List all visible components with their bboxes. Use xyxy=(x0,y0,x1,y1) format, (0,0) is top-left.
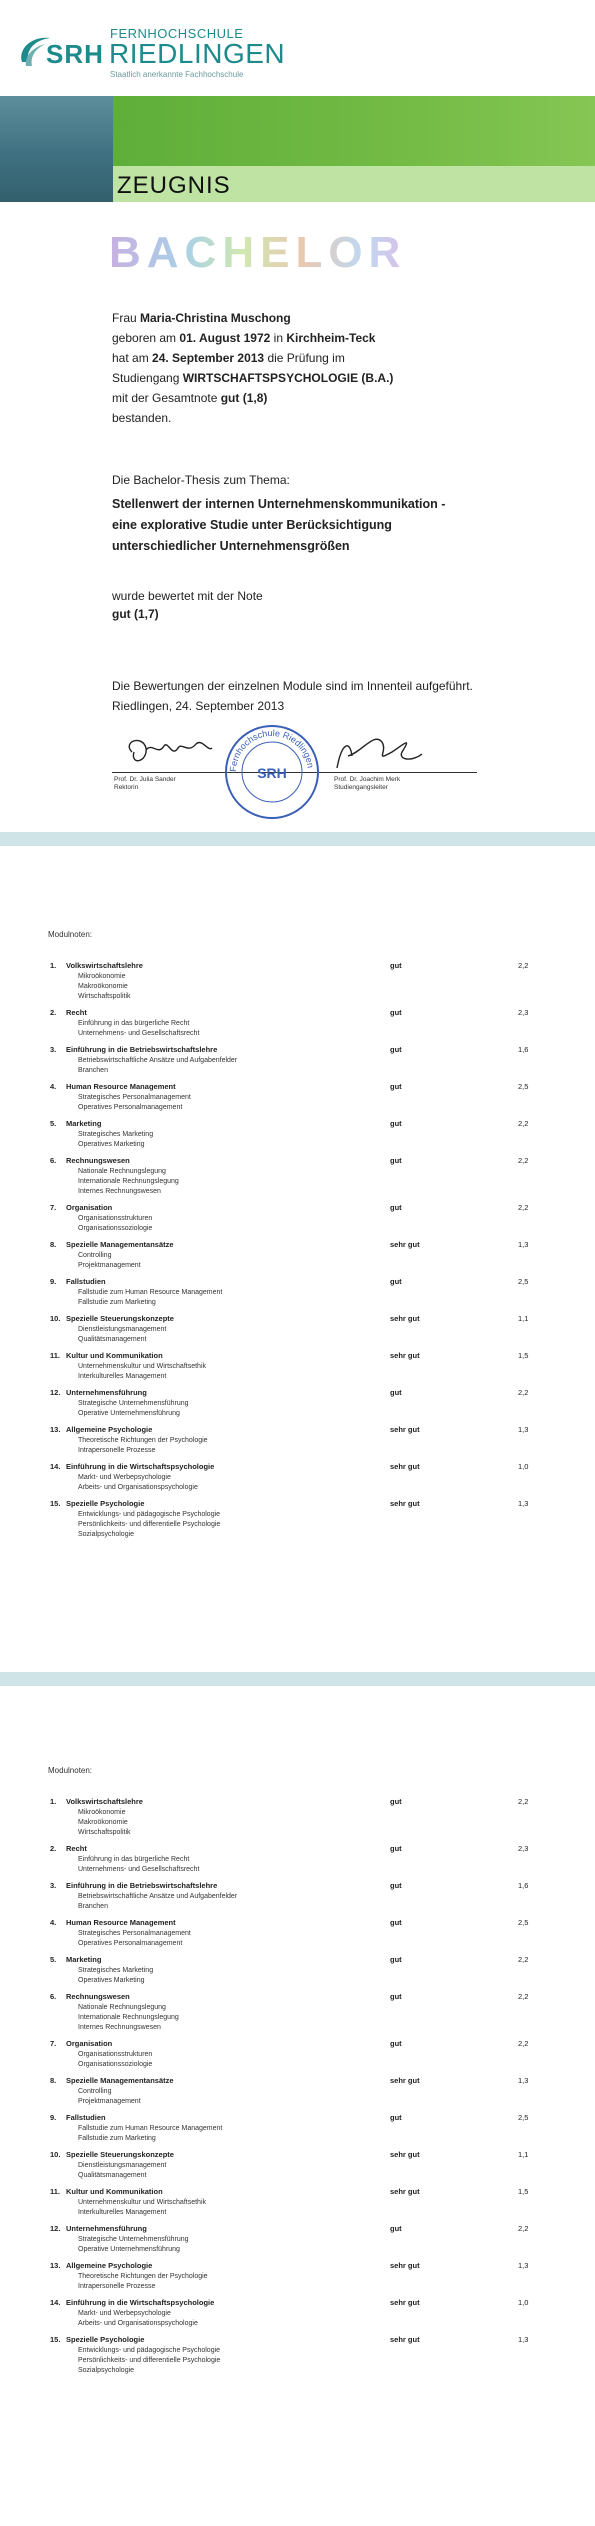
birth-date: 01. August 1972 xyxy=(179,331,271,345)
module-list xyxy=(50,961,550,1546)
module-title: Unternehmensführung xyxy=(66,2224,147,2233)
module-grade: sehr gut xyxy=(390,2187,420,2196)
module-title: Spezielle Managementansätze xyxy=(66,1240,174,1249)
module-subject: Controlling xyxy=(78,1252,112,1259)
module-subject: Fallstudie zum Marketing xyxy=(78,2135,156,2142)
exam-suffix: die Prüfung im xyxy=(264,351,345,365)
module-grade: sehr gut xyxy=(390,2076,420,2085)
module-title: Marketing xyxy=(66,1955,102,1964)
recipient-line xyxy=(112,308,552,328)
module-grade: gut xyxy=(390,1797,402,1806)
signature-2-role: Studiengangsleiter xyxy=(334,784,388,791)
module-row xyxy=(50,2150,550,2181)
module-subject: Fallstudie zum Human Resource Management xyxy=(78,2125,223,2132)
module-number: 15. xyxy=(50,1499,61,1508)
module-score: 2,5 xyxy=(518,1082,529,1091)
module-subject: Internationale Rechnungslegung xyxy=(78,1178,179,1185)
module-score: 2,2 xyxy=(518,1797,529,1806)
module-subject: Projektmanagement xyxy=(78,1262,141,1269)
module-row xyxy=(50,1844,550,1875)
module-subject: Strategisches Marketing xyxy=(78,1967,154,1974)
thesis-grade: gut (1,7) xyxy=(112,607,159,621)
module-subject: Fallstudie zum Marketing xyxy=(78,1299,156,1306)
thesis-rated: wurde bewertet mit der Note xyxy=(112,589,263,603)
signature-1-name: Prof. Dr. Julia Sander xyxy=(114,776,176,783)
module-score: 2,3 xyxy=(518,1844,529,1853)
thesis-title-line: unterschiedlicher Unternehmensgrößen xyxy=(112,539,350,553)
module-number: 10. xyxy=(50,2150,61,2159)
module-row xyxy=(50,1240,550,1271)
modules-note: Die Bewertungen der einzelnen Module sind im Innenteil aufgeführt. xyxy=(112,679,473,693)
module-title: Volkswirtschaftslehre xyxy=(66,1797,143,1806)
birth-line xyxy=(112,328,552,348)
program-prefix: Studiengang xyxy=(112,371,183,385)
module-title: Marketing xyxy=(66,1119,102,1128)
module-score: 2,2 xyxy=(518,1992,529,2001)
module-row xyxy=(50,1203,550,1234)
module-title: Kultur und Kommunikation xyxy=(66,2187,163,2196)
module-subject: Makroökonomie xyxy=(78,983,128,990)
module-number: 10. xyxy=(50,1314,61,1323)
module-title: Kultur und Kommunikation xyxy=(66,1351,163,1360)
module-row xyxy=(50,2187,550,2218)
module-row xyxy=(50,1388,550,1419)
module-subject: Strategisches Personalmanagement xyxy=(78,1094,191,1101)
module-number: 6. xyxy=(50,1992,57,2001)
module-subject: Strategisches Personalmanagement xyxy=(78,1930,191,1937)
module-number: 11. xyxy=(50,2187,61,2196)
module-list xyxy=(50,1797,550,2382)
module-score: 1,1 xyxy=(518,2150,529,2159)
module-subject: Einführung in das bürgerliche Recht xyxy=(78,1020,190,1027)
module-subject: Strategische Unternehmensführung xyxy=(78,2236,189,2243)
module-subject: Projektmanagement xyxy=(78,2098,141,2105)
module-grade: gut xyxy=(390,1203,402,1212)
module-grade: gut xyxy=(390,1277,402,1286)
birth-place: Kirchheim-Teck xyxy=(286,331,376,345)
modules-heading: Modulnoten: xyxy=(48,930,93,939)
module-subject: Qualitätsmanagement xyxy=(78,2172,147,2179)
module-score: 2,5 xyxy=(518,1277,529,1286)
module-row xyxy=(50,2113,550,2144)
module-title: Human Resource Management xyxy=(66,1082,176,1091)
module-score: 2,2 xyxy=(518,2224,529,2233)
exam-line xyxy=(112,348,552,368)
module-subject: Unternehmens- und Gesellschaftsrecht xyxy=(78,1866,200,1873)
color-band-blue xyxy=(0,96,113,202)
module-subject: Sozialpsychologie xyxy=(78,2367,135,2374)
module-number: 2. xyxy=(50,1844,57,1853)
module-score: 1,3 xyxy=(518,2261,529,2270)
module-number: 4. xyxy=(50,1082,57,1091)
module-subject: Interkulturelles Management xyxy=(78,2209,167,2216)
seal-brand: SRH xyxy=(257,765,287,781)
signature-2-name: Prof. Dr. Joachim Merk xyxy=(334,776,401,783)
module-subject: Operative Unternehmensführung xyxy=(78,1410,180,1417)
module-score: 2,3 xyxy=(518,1008,529,1017)
module-grade: sehr gut xyxy=(390,1240,420,1249)
module-subject: Unternehmenskultur und Wirtschaftsethik xyxy=(78,2199,206,2206)
module-row xyxy=(50,2224,550,2255)
birth-prefix: geboren am xyxy=(112,331,180,345)
module-subject: Arbeits- und Organisationspsychologie xyxy=(78,1484,198,1491)
module-title: Recht xyxy=(66,1844,87,1853)
module-row xyxy=(50,1082,550,1113)
module-row xyxy=(50,1462,550,1493)
module-subject: Operatives Marketing xyxy=(78,1977,145,1984)
module-number: 1. xyxy=(50,1797,57,1806)
module-title: Human Resource Management xyxy=(66,1918,176,1927)
module-grade: sehr gut xyxy=(390,1499,420,1508)
module-subject: Makroökonomie xyxy=(78,1819,128,1826)
module-row xyxy=(50,2261,550,2292)
document-title: ZEUGNIS xyxy=(117,172,231,199)
module-subject: Theoretische Richtungen der Psychologie xyxy=(78,1437,208,1444)
module-subject: Mikroökonomie xyxy=(78,1809,126,1816)
program-name: WIRTSCHAFTSPSYCHOLOGIE (B.A.) xyxy=(182,371,394,385)
module-score: 1,3 xyxy=(518,1240,529,1249)
module-grade: gut xyxy=(390,1008,402,1017)
module-grade: gut xyxy=(390,2039,402,2048)
module-subject: Strategische Unternehmensführung xyxy=(78,1400,189,1407)
module-row xyxy=(50,1797,550,1838)
module-score: 1,3 xyxy=(518,2335,529,2344)
degree-title: BACHELOR xyxy=(109,228,407,277)
module-score: 1,5 xyxy=(518,1351,529,1360)
module-number: 14. xyxy=(50,2298,61,2307)
module-score: 1,0 xyxy=(518,1462,529,1471)
module-score: 2,5 xyxy=(518,2113,529,2122)
module-subject: Theoretische Richtungen der Psychologie xyxy=(78,2273,208,2280)
module-title: Organisation xyxy=(66,2039,113,2048)
module-score: 1,3 xyxy=(518,1499,529,1508)
module-subject: Betriebswirtschaftliche Ansätze und Aufgabenfelder xyxy=(78,1893,238,1900)
module-grade: gut xyxy=(390,1045,402,1054)
signature-1-label xyxy=(114,776,176,792)
module-subject: Intrapersonelle Prozesse xyxy=(78,2283,156,2290)
module-row xyxy=(50,1045,550,1076)
module-title: Einführung in die Betriebswirtschaftslehre xyxy=(66,1881,218,1890)
passed-line: bestanden. xyxy=(112,411,172,425)
module-number: 13. xyxy=(50,1425,61,1434)
module-grade: gut xyxy=(390,961,402,970)
module-row xyxy=(50,1881,550,1912)
module-number: 12. xyxy=(50,2224,61,2233)
module-row xyxy=(50,1955,550,1986)
module-subject: Entwicklungs- und pädagogische Psychologie xyxy=(78,2347,221,2354)
overall-grade: gut (1,8) xyxy=(220,391,268,405)
logo-tagline: Staatlich anerkannte Fachhochschule xyxy=(110,70,244,79)
module-number: 11. xyxy=(50,1351,61,1360)
module-subject: Organisationssoziologie xyxy=(78,1225,153,1232)
module-grade: gut xyxy=(390,1918,402,1927)
module-number: 15. xyxy=(50,2335,61,2344)
module-number: 8. xyxy=(50,1240,57,1249)
thesis-title-line: Stellenwert der internen Unternehmenskommunikation - xyxy=(112,497,446,511)
module-title: Recht xyxy=(66,1008,87,1017)
module-title: Allgemeine Psychologie xyxy=(66,1425,153,1434)
module-subject: Operatives Personalmanagement xyxy=(78,1104,183,1111)
module-row xyxy=(50,2298,550,2329)
module-score: 2,2 xyxy=(518,961,529,970)
module-subject: Organisationsstrukturen xyxy=(78,2051,153,2058)
birth-mid: in xyxy=(270,331,287,345)
module-subject: Markt- und Werbepsychologie xyxy=(78,2310,171,2317)
module-title: Unternehmensführung xyxy=(66,1388,147,1397)
logo-line2: RIEDLINGEN xyxy=(109,38,286,69)
module-grade: sehr gut xyxy=(390,2335,420,2344)
module-number: 7. xyxy=(50,1203,57,1212)
module-grade: gut xyxy=(390,2224,402,2233)
module-score: 1,3 xyxy=(518,1425,529,1434)
module-row xyxy=(50,961,550,1002)
thesis-title xyxy=(112,494,552,557)
srh-logo xyxy=(16,24,316,84)
certificate-page xyxy=(0,0,595,832)
module-grade: sehr gut xyxy=(390,2150,420,2159)
modules-heading: Modulnoten: xyxy=(48,1766,93,1775)
logo-brand: SRH xyxy=(46,39,104,69)
module-subject: Organisationssoziologie xyxy=(78,2061,153,2068)
module-subject: Persönlichkeits- und differentielle Psychologie xyxy=(78,1521,221,1528)
module-subject: Einführung in das bürgerliche Recht xyxy=(78,1856,190,1863)
module-subject: Strategisches Marketing xyxy=(78,1131,154,1138)
exam-prefix: hat am xyxy=(112,351,153,365)
module-score: 2,2 xyxy=(518,1955,529,1964)
seal-text: Fernhochschule Riedlingen xyxy=(227,727,316,773)
module-subject: Unternehmens- und Gesellschaftsrecht xyxy=(78,1030,200,1037)
module-number: 8. xyxy=(50,2076,57,2085)
module-row xyxy=(50,1277,550,1308)
grade-line xyxy=(112,388,552,408)
module-score: 1,6 xyxy=(518,1045,529,1054)
module-grades-page xyxy=(0,846,595,1672)
module-number: 5. xyxy=(50,1955,57,1964)
module-title: Einführung in die Wirtschaftspsychologie xyxy=(66,2298,215,2307)
module-subject: Operatives Marketing xyxy=(78,1141,145,1148)
module-title: Organisation xyxy=(66,1203,113,1212)
module-subject: Internes Rechnungswesen xyxy=(78,2024,161,2031)
module-score: 1,3 xyxy=(518,2076,529,2085)
module-score: 1,0 xyxy=(518,2298,529,2307)
module-number: 4. xyxy=(50,1918,57,1927)
exam-date: 24. September 2013 xyxy=(152,351,265,365)
recipient-prefix: Frau xyxy=(112,311,141,325)
module-subject: Entwicklungs- und pädagogische Psychologie xyxy=(78,1511,221,1518)
thesis-intro: Die Bachelor-Thesis zum Thema: xyxy=(112,473,290,487)
module-number: 1. xyxy=(50,961,57,970)
module-subject: Intrapersonelle Prozesse xyxy=(78,1447,156,1454)
module-subject: Operatives Personalmanagement xyxy=(78,1940,183,1947)
module-number: 13. xyxy=(50,2261,61,2270)
module-grade: gut xyxy=(390,1119,402,1128)
logo-line1: FERNHOCHSCHULE xyxy=(110,26,244,41)
module-grade: gut xyxy=(390,1082,402,1091)
module-subject: Nationale Rechnungslegung xyxy=(78,1168,166,1175)
module-subject: Internes Rechnungswesen xyxy=(78,1188,161,1195)
module-title: Spezielle Psychologie xyxy=(66,1499,145,1508)
module-subject: Wirtschaftspolitik xyxy=(78,993,131,1000)
module-row xyxy=(50,1314,550,1345)
color-band-green xyxy=(113,96,595,166)
module-number: 12. xyxy=(50,1388,61,1397)
module-score: 2,2 xyxy=(518,1119,529,1128)
module-number: 7. xyxy=(50,2039,57,2048)
module-grade: gut xyxy=(390,2113,402,2122)
module-title: Einführung in die Wirtschaftspsychologie xyxy=(66,1462,215,1471)
module-grade: gut xyxy=(390,1156,402,1165)
module-row xyxy=(50,1119,550,1150)
signature-1-role: Rektorin xyxy=(114,784,139,791)
module-subject: Internationale Rechnungslegung xyxy=(78,2014,179,2021)
module-grades-page-copy xyxy=(0,1686,595,2526)
module-score: 2,5 xyxy=(518,1918,529,1927)
module-row xyxy=(50,1351,550,1382)
module-score: 1,1 xyxy=(518,1314,529,1323)
module-number: 9. xyxy=(50,1277,57,1286)
module-subject: Interkulturelles Management xyxy=(78,1373,167,1380)
module-title: Fallstudien xyxy=(66,1277,106,1286)
module-row xyxy=(50,1425,550,1456)
page-separator xyxy=(0,1672,595,1686)
module-subject: Fallstudie zum Human Resource Management xyxy=(78,1289,223,1296)
module-subject: Dienstleistungsmanagement xyxy=(78,2162,167,2169)
module-subject: Qualitätsmanagement xyxy=(78,1336,147,1343)
module-title: Spezielle Psychologie xyxy=(66,2335,145,2344)
grade-prefix: mit der Gesamtnote xyxy=(112,391,221,405)
module-subject: Nationale Rechnungslegung xyxy=(78,2004,166,2011)
recipient-name: Maria-Christina Muschong xyxy=(140,311,291,325)
module-title: Rechnungswesen xyxy=(66,1992,130,2001)
module-subject: Persönlichkeits- und differentielle Psychologie xyxy=(78,2357,221,2364)
module-subject: Branchen xyxy=(78,1067,108,1074)
module-score: 2,2 xyxy=(518,2039,529,2048)
module-row xyxy=(50,2039,550,2070)
module-row xyxy=(50,1992,550,2033)
module-score: 2,2 xyxy=(518,1203,529,1212)
module-row xyxy=(50,1008,550,1039)
module-subject: Unternehmenskultur und Wirtschaftsethik xyxy=(78,1363,206,1370)
signature-area xyxy=(112,722,492,822)
module-number: 9. xyxy=(50,2113,57,2122)
module-grade: sehr gut xyxy=(390,2298,420,2307)
module-subject: Arbeits- und Organisationspsychologie xyxy=(78,2320,198,2327)
module-subject: Sozialpsychologie xyxy=(78,1531,135,1538)
page-separator xyxy=(0,832,595,846)
thesis-title-line: eine explorative Studie unter Berücksichtigung xyxy=(112,518,392,532)
module-row xyxy=(50,2076,550,2107)
module-title: Volkswirtschaftslehre xyxy=(66,961,143,970)
module-subject: Branchen xyxy=(78,1903,108,1910)
module-score: 2,2 xyxy=(518,1388,529,1397)
module-number: 2. xyxy=(50,1008,57,1017)
module-score: 1,6 xyxy=(518,1881,529,1890)
module-title: Allgemeine Psychologie xyxy=(66,2261,153,2270)
module-row xyxy=(50,1918,550,1949)
module-number: 3. xyxy=(50,1881,57,1890)
module-grade: sehr gut xyxy=(390,1462,420,1471)
module-grade: gut xyxy=(390,1955,402,1964)
module-grade: gut xyxy=(390,1844,402,1853)
module-title: Spezielle Steuerungskonzepte xyxy=(66,1314,174,1323)
module-grade: gut xyxy=(390,1881,402,1890)
module-row xyxy=(50,1499,550,1540)
signature-2-label xyxy=(334,776,400,792)
module-grade: gut xyxy=(390,1992,402,2001)
official-seal-icon xyxy=(222,722,322,822)
module-title: Einführung in die Betriebswirtschaftslehre xyxy=(66,1045,218,1054)
module-subject: Controlling xyxy=(78,2088,112,2095)
module-subject: Wirtschaftspolitik xyxy=(78,1829,131,1836)
module-grade: sehr gut xyxy=(390,1425,420,1434)
module-title: Fallstudien xyxy=(66,2113,106,2122)
module-title: Rechnungswesen xyxy=(66,1156,130,1165)
module-subject: Operative Unternehmensführung xyxy=(78,2246,180,2253)
module-row xyxy=(50,2335,550,2376)
module-subject: Markt- und Werbepsychologie xyxy=(78,1474,171,1481)
module-subject: Organisationsstrukturen xyxy=(78,1215,153,1222)
module-grade: sehr gut xyxy=(390,2261,420,2270)
module-grade: gut xyxy=(390,1388,402,1397)
module-number: 3. xyxy=(50,1045,57,1054)
module-number: 6. xyxy=(50,1156,57,1165)
module-subject: Mikroökonomie xyxy=(78,973,126,980)
module-grade: sehr gut xyxy=(390,1351,420,1360)
module-title: Spezielle Managementansätze xyxy=(66,2076,174,2085)
module-subject: Betriebswirtschaftliche Ansätze und Aufgabenfelder xyxy=(78,1057,238,1064)
program-line xyxy=(112,368,552,388)
recipient-block xyxy=(112,308,552,428)
module-number: 14. xyxy=(50,1462,61,1471)
module-score: 2,2 xyxy=(518,1156,529,1165)
module-score: 1,5 xyxy=(518,2187,529,2196)
place-date: Riedlingen, 24. September 2013 xyxy=(112,699,285,713)
module-subject: Dienstleistungsmanagement xyxy=(78,1326,167,1333)
module-row xyxy=(50,1156,550,1197)
module-grade: sehr gut xyxy=(390,1314,420,1323)
module-number: 5. xyxy=(50,1119,57,1128)
module-title: Spezielle Steuerungskonzepte xyxy=(66,2150,174,2159)
